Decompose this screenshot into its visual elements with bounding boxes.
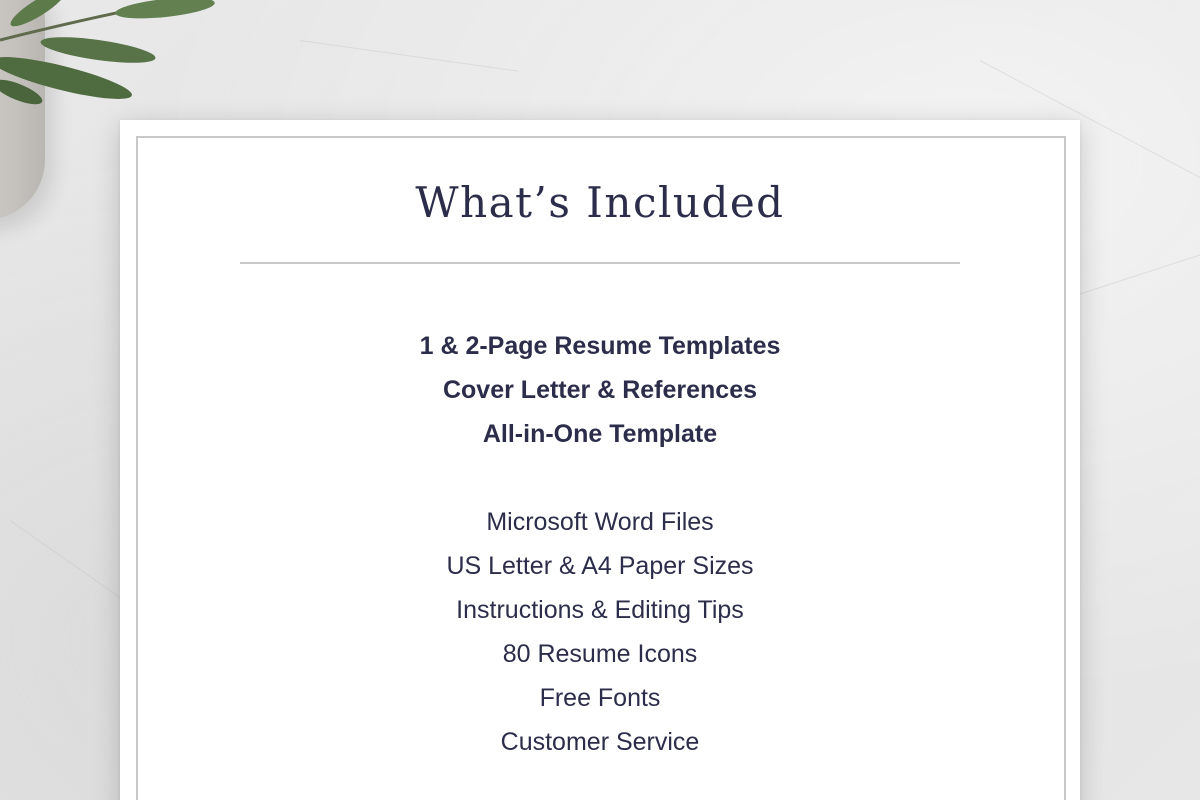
info-sheet xyxy=(120,120,1080,800)
included-list xyxy=(120,324,1080,764)
marble-vein xyxy=(1060,244,1200,301)
list-item: 80 Resume Icons xyxy=(502,640,698,668)
marble-vein xyxy=(10,520,125,601)
title-divider xyxy=(240,262,960,264)
list-item: Cover Letter & References xyxy=(442,376,757,404)
list-item: Customer Service xyxy=(500,728,700,756)
list-item: Microsoft Word Files xyxy=(486,508,714,536)
list-spacer xyxy=(120,456,1080,500)
list-item: Instructions & Editing Tips xyxy=(456,596,744,624)
list-item: 1 & 2-Page Resume Templates xyxy=(419,332,781,360)
list-item: Free Fonts xyxy=(539,684,661,712)
list-item: US Letter & A4 Paper Sizes xyxy=(446,552,754,580)
olive-branch-icon xyxy=(0,0,240,130)
page-title: What’s Included xyxy=(415,178,785,227)
list-item: All-in-One Template xyxy=(482,420,718,448)
marble-vein xyxy=(300,40,518,72)
